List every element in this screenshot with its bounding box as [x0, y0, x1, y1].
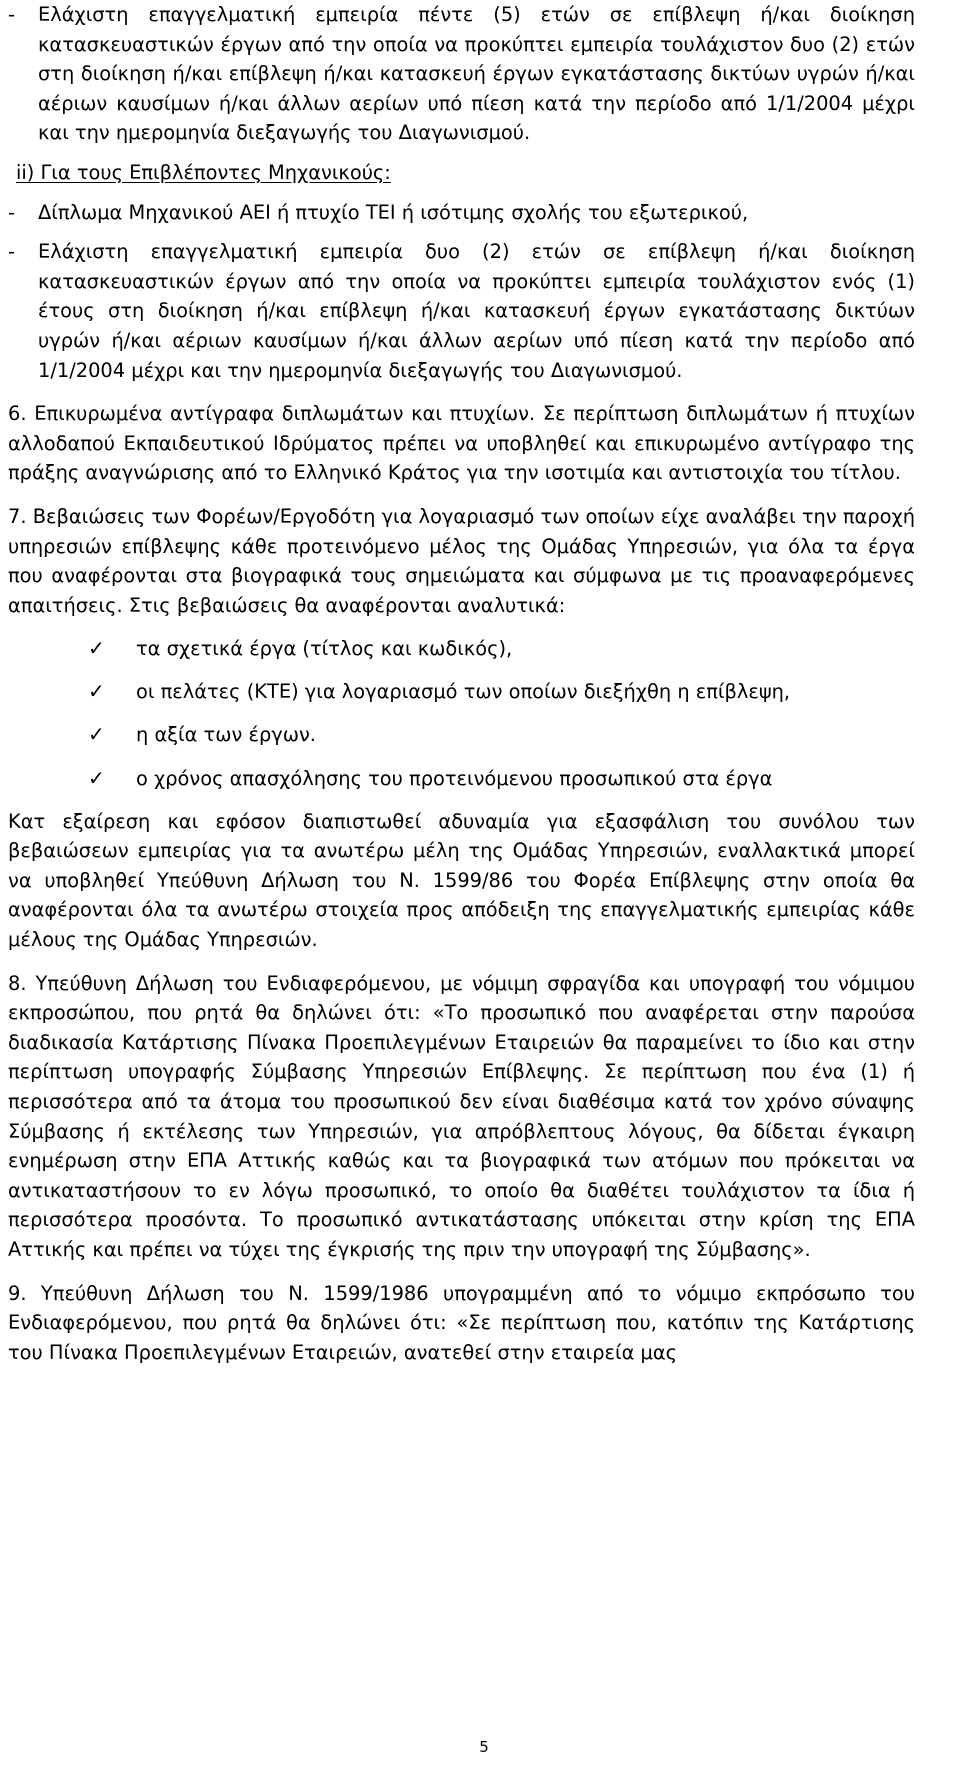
paragraph-exception: Κατ εξαίρεση και εφόσον διαπιστωθεί αδυναμία για εξασφάλιση του συνόλου των βεβαιώσεων εμπειρίας για τα ανωτέρω μέλη της Ομάδας Υπηρεσιών, εναλλακτικά μπορεί να υποβληθεί Υπεύθυνη Δήλωση του Ν. 1599/86 του Φορέα Επίβλεψης στην οποία θα αναφέρονται όλα τα ανωτέρω στοιχεία προς απόδειξη της επαγγελματικής εμπειρίας κάθε μέλους της Ομάδας Υπηρεσιών. — [8, 809, 915, 952]
requirement-experience-managers — [8, 0, 915, 148]
list-item — [88, 720, 915, 750]
document-body — [8, 0, 915, 1367]
checkmark-icon: ✓ — [88, 636, 105, 661]
dash-bullet: - — [8, 240, 15, 264]
paragraph-9-declaration: 9. Υπεύθυνη Δήλωση του Ν. 1599/1986 υπογραμμένη από το νόμιμο εκπρόσωπο του Ενδιαφερόμενου, που ρητά θα δηλώνει ότι: «Σε περίπτωση που, κατόπιν της Κατάρτισης του Πίνακα Προεπιλεγμένων Εταιρειών, ανατεθεί στην εταιρεία μας — [8, 1281, 915, 1364]
dash-bullet: - — [8, 3, 15, 26]
list-item — [88, 634, 915, 664]
checkmark-icon: ✓ — [88, 679, 105, 704]
requirement-text: Ελάχιστη επαγγελματική εμπειρία δυο (2) ετών σε επίβλεψη ή/και διοίκηση κατασκευαστικών έργων από την οποία να προκύπτει εμπειρία τουλάχιστον ενός (1) έτους στη διοίκηση ή/και επίβλεψη ή/και κατασκευή έργων εγκατάστασης δικτύων υγρών ή/και αέριων καυσίμων ή/και άλλων αερίων υπό πίεση κατά την περίοδο από 1/1/2004 μέχρι και την ημερομηνία διεξαγωγής του Διαγωνισμού. — [38, 240, 915, 382]
list-item-text: οι πελάτες (ΚΤΕ) για λογαριασμό των οποίων διεξήχθη η επίβλεψη, — [136, 680, 791, 704]
dash-bullet: - — [8, 200, 15, 224]
certificate-details-list — [8, 634, 915, 793]
list-item-text: ο χρόνος απασχόλησης του προτεινόμενου προσωπικού στα έργα — [136, 766, 773, 790]
checkmark-icon: ✓ — [88, 722, 105, 747]
list-item-text: η αξία των έργων. — [136, 723, 316, 747]
list-item-text: τα σχετικά έργα (τίτλος και κωδικός), — [136, 637, 513, 661]
requirement-experience-supervisors — [8, 237, 915, 385]
paragraph-8-declaration: 8. Υπεύθυνη Δήλωση του Ενδιαφερόμενου, με νόμιμη σφραγίδα και υπογραφή του νόμιμου εκπροσώπου, που ρητά θα δηλώνει ότι: «Το προσωπικό που αναφέρεται στην παρούσα διαδικασία Κατάρτισης Πίνακα Προεπιλεγμένων Εταιρειών θα παραμείνει το ίδιο και στην περίπτωση υπογραφής Σύμβασης Υπηρεσιών Επίβλεψης. Σε περίπτωση που ένα (1) ή περισσότερα από τα άτομα του προσωπικού δεν είναι διαθέσιμα κατά τον χρόνο σύναψης Σύμβασης ή εκτέλεσης των Υπηρεσιών, για απρόβλεπτους λόγους, θα δίδεται έγκαιρη ενημέρωση στην ΕΠΑ Αττικής καθώς και τα βιογραφικά των ατόμων που πρόκειται να αντικαταστήσουν το εν λόγω προσωπικό, το οποίο θα διαθέτει τουλάχιστον τα ίδια ή περισσότερα προσόντα. Το προσωπικό αντικατάστασης υπόκειται στην κρίση της ΕΠΑ Αττικής και πρέπει να τύχει της έγκρισής της πριν την υπογραφή της Σύμβασης». — [8, 971, 915, 1261]
paragraph-7-certificates: 7. Βεβαιώσεις των Φορέων/Εργοδότη για λογαριασμό των οποίων είχε αναλάβει την παροχή υπηρεσιών επίβλεψης κάθε προτεινόμενο μέλος της Ομάδας Υπηρεσιών, για όλα τα έργα που αναφέρονται στα βιογραφικά τους σημειώματα και σύμφωνα με τις προαναφερόμενες απαιτήσεις. Στις βεβαιώσεις θα αναφέρονται αναλυτικά: — [8, 504, 915, 617]
checkmark-icon: ✓ — [88, 765, 105, 790]
list-item — [88, 764, 915, 794]
list-item — [88, 677, 915, 707]
paragraph-6-certified-copies: 6. Επικυρωμένα αντίγραφα διπλωμάτων και πτυχίων. Σε περίπτωση διπλωμάτων ή πτυχίων αλλοδαπού Εκπαιδευτικού Ιδρύματος πρέπει να υποβληθεί και επικυρωμένο αντίγραφο της πράξης αναγνώρισης από το Ελληνικό Κράτος για την ισοτιμία και αντιστοιχία του τίτλου. — [8, 402, 915, 485]
requirement-text: Δίπλωμα Μηχανικού ΑΕΙ ή πτυχίο ΤΕΙ ή ισότιμης σχολής του εξωτερικού, — [38, 200, 749, 224]
section-subheading: ii) Για τους Επιβλέποντες Μηχανικούς: — [16, 160, 391, 184]
requirement-text: Ελάχιστη επαγγελματική εμπειρία πέντε (5) ετών σε επίβλεψη ή/και διοίκηση κατασκευαστικών έργων από την οποία να προκύπτει εμπειρία τουλάχιστον δυο (2) ετών στη διοίκηση ή/και επίβλεψη ή/και κατασκευή έργων εγκατάστασης δικτύων υγρών ή/και αέριων καυσίμων ή/και άλλων αερίων υπό πίεση κατά την περίοδο από 1/1/2004 μέχρι και την ημερομηνία διεξαγωγής του Διαγωνισμού. — [38, 3, 915, 145]
requirement-degree — [8, 198, 915, 228]
page-number: 5 — [479, 1738, 489, 1756]
